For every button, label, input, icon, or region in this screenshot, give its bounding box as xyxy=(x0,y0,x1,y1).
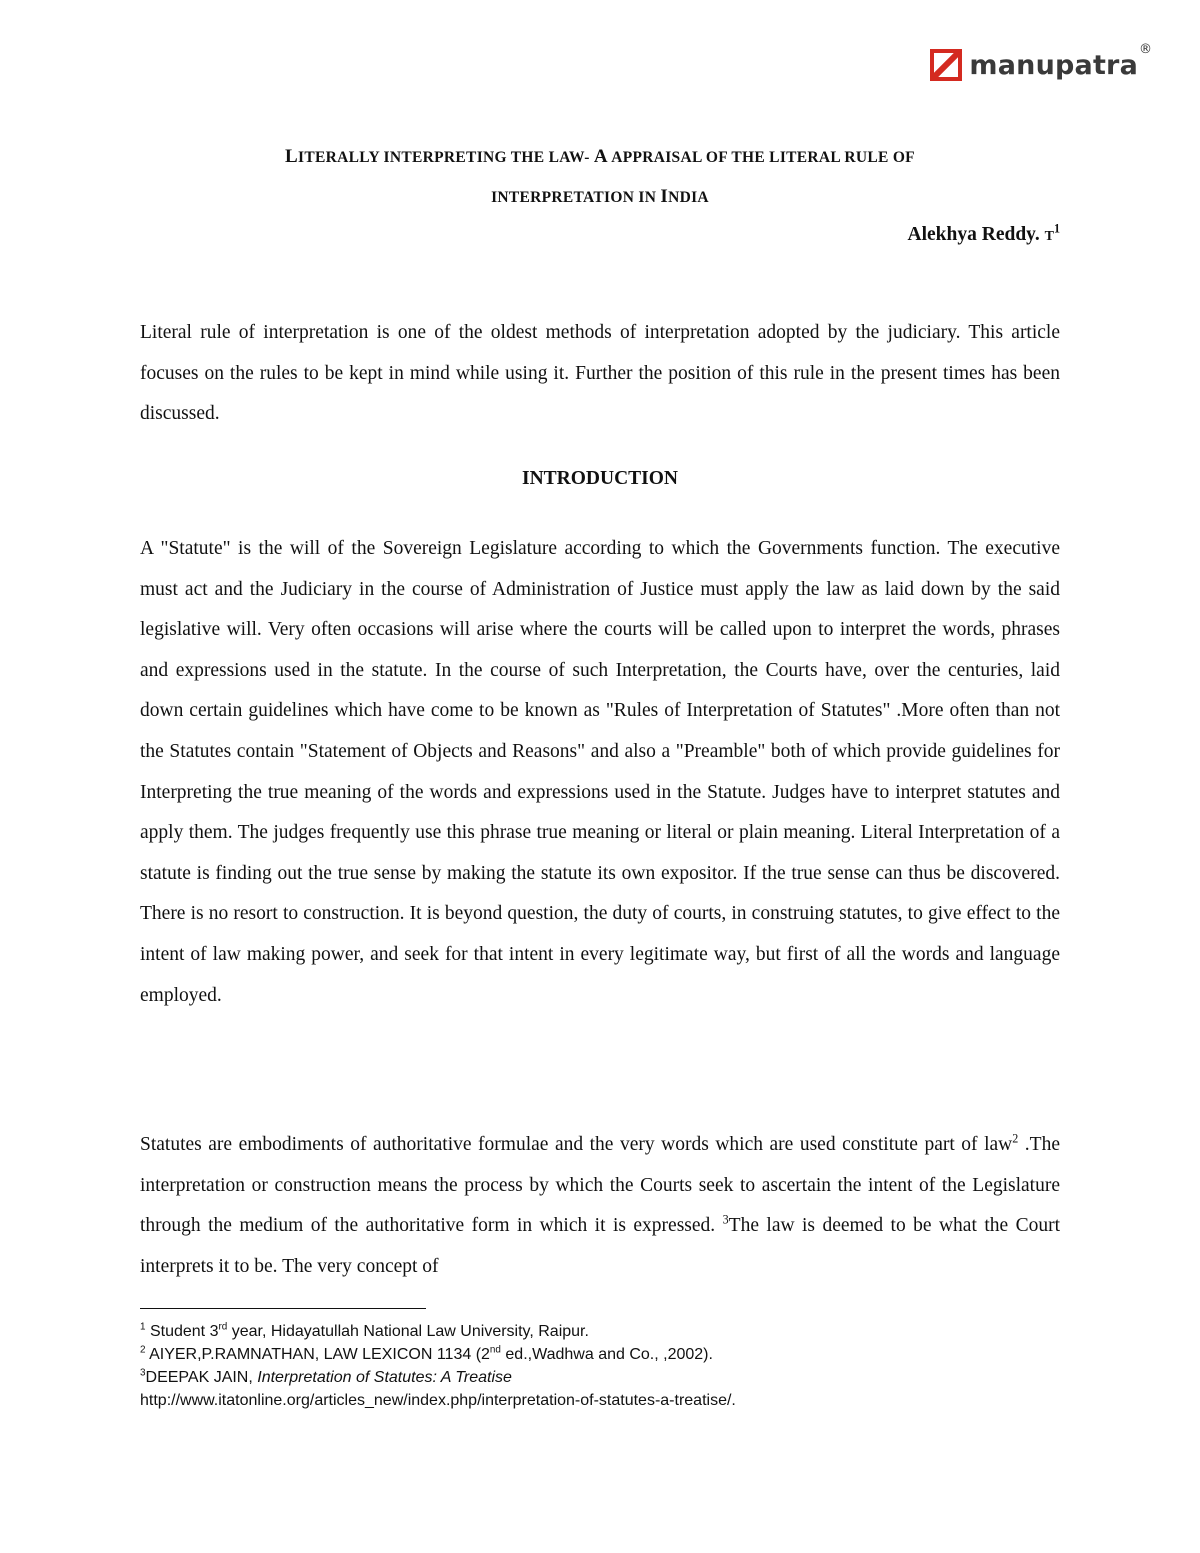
footnote-ref-3: 3 xyxy=(722,1212,729,1227)
footnotes xyxy=(140,1320,1060,1412)
body-paragraph-2: Statutes are embodiments of authoritative formulae and the very words which are used constitute part of law$^2$ .The interpretation or construction means the process by which the Courts seek to ascertain the intent of the Legislature through the medium of the authoritative form in which it is expressed. $^3$The law is deemed to be what the Court interprets it to be. The very concept of xyxy=(140,1131,1060,1277)
footnote-ref-1: 1 xyxy=(1053,221,1060,236)
manupatra-logo-icon xyxy=(929,48,963,82)
footnote-2: $^2$ AIYER,P.RAMNATHAN, LAW LEXICON 1134 (2nd ed.,Wadhwa and Co., ,2002). xyxy=(140,1344,713,1363)
registered-mark: ® xyxy=(1139,42,1152,57)
footnote-3: $^3$DEEPAK JAIN, Interpretation of Statutes: A Treatise xyxy=(140,1367,512,1386)
logo-text: manupatra xyxy=(969,49,1138,81)
section-heading: INTRODUCTION xyxy=(521,468,679,489)
body-paragraph-1: A "Statute" is the will of the Sovereign Legislature according to which the Governments function. The executive must act and the Judiciary in the course of Administration of Justice must apply the law as laid down by the said legislative will. Very often occasions will arise where the courts will be called upon to interpret the words, phrases and expressions used in the statute. In the course of such Interpretation, the Courts have, over the centuries, laid down certain guidelines which have come to be known as "Rules of Interpretation of Statutes" .More often than not the Statutes contain "Statement of Objects and Reasons" and also a "Preamble" both of which provide guidelines for Interpreting the true meaning of the words and expressions used in the Statute. Judges have to interpret statutes and apply them. The judges frequently use this phrase true meaning or literal or plain meaning. Literal Interpretation of a statute is finding out the true sense by making the statute its own expositor. If the true sense can thus be discovered. There is no resort to construction. It is beyond question, the duty of courts, in construing statutes, to give effect to the intent of law making power, and seek for that intent in every legitimate way, but first of all the words and language employed. xyxy=(140,538,1060,1006)
footnote-3-url[interactable]: http://www.itatonline.org/articles_new/index.php/interpretation-of-statutes-a-treatise/. xyxy=(140,1392,736,1409)
article-title-line-1: LITERALLY INTERPRETING THE LAW- A APPRAISAL OF THE LITERAL RULE OF xyxy=(285,146,915,167)
abstract-paragraph: Literal rule of interpretation is one of the oldest methods of interpretation adopted by the judiciary. This article focuses on the rules to be kept in mind while using it. Further the position of this rule in the present times has been discussed. xyxy=(140,322,1060,425)
author-name: Alekhya Reddy. $T^1$ xyxy=(907,221,1060,245)
footnote-1: $^1$ Student 3rd year, Hidayatullah National Law University, Raipur. xyxy=(140,1321,589,1340)
footnote-divider xyxy=(140,1308,426,1309)
article-title-line-2: INTERPRETATION IN INDIA xyxy=(491,186,709,207)
footnote-ref-2: 2 xyxy=(1012,1131,1019,1146)
manupatra-logo xyxy=(929,42,1152,82)
